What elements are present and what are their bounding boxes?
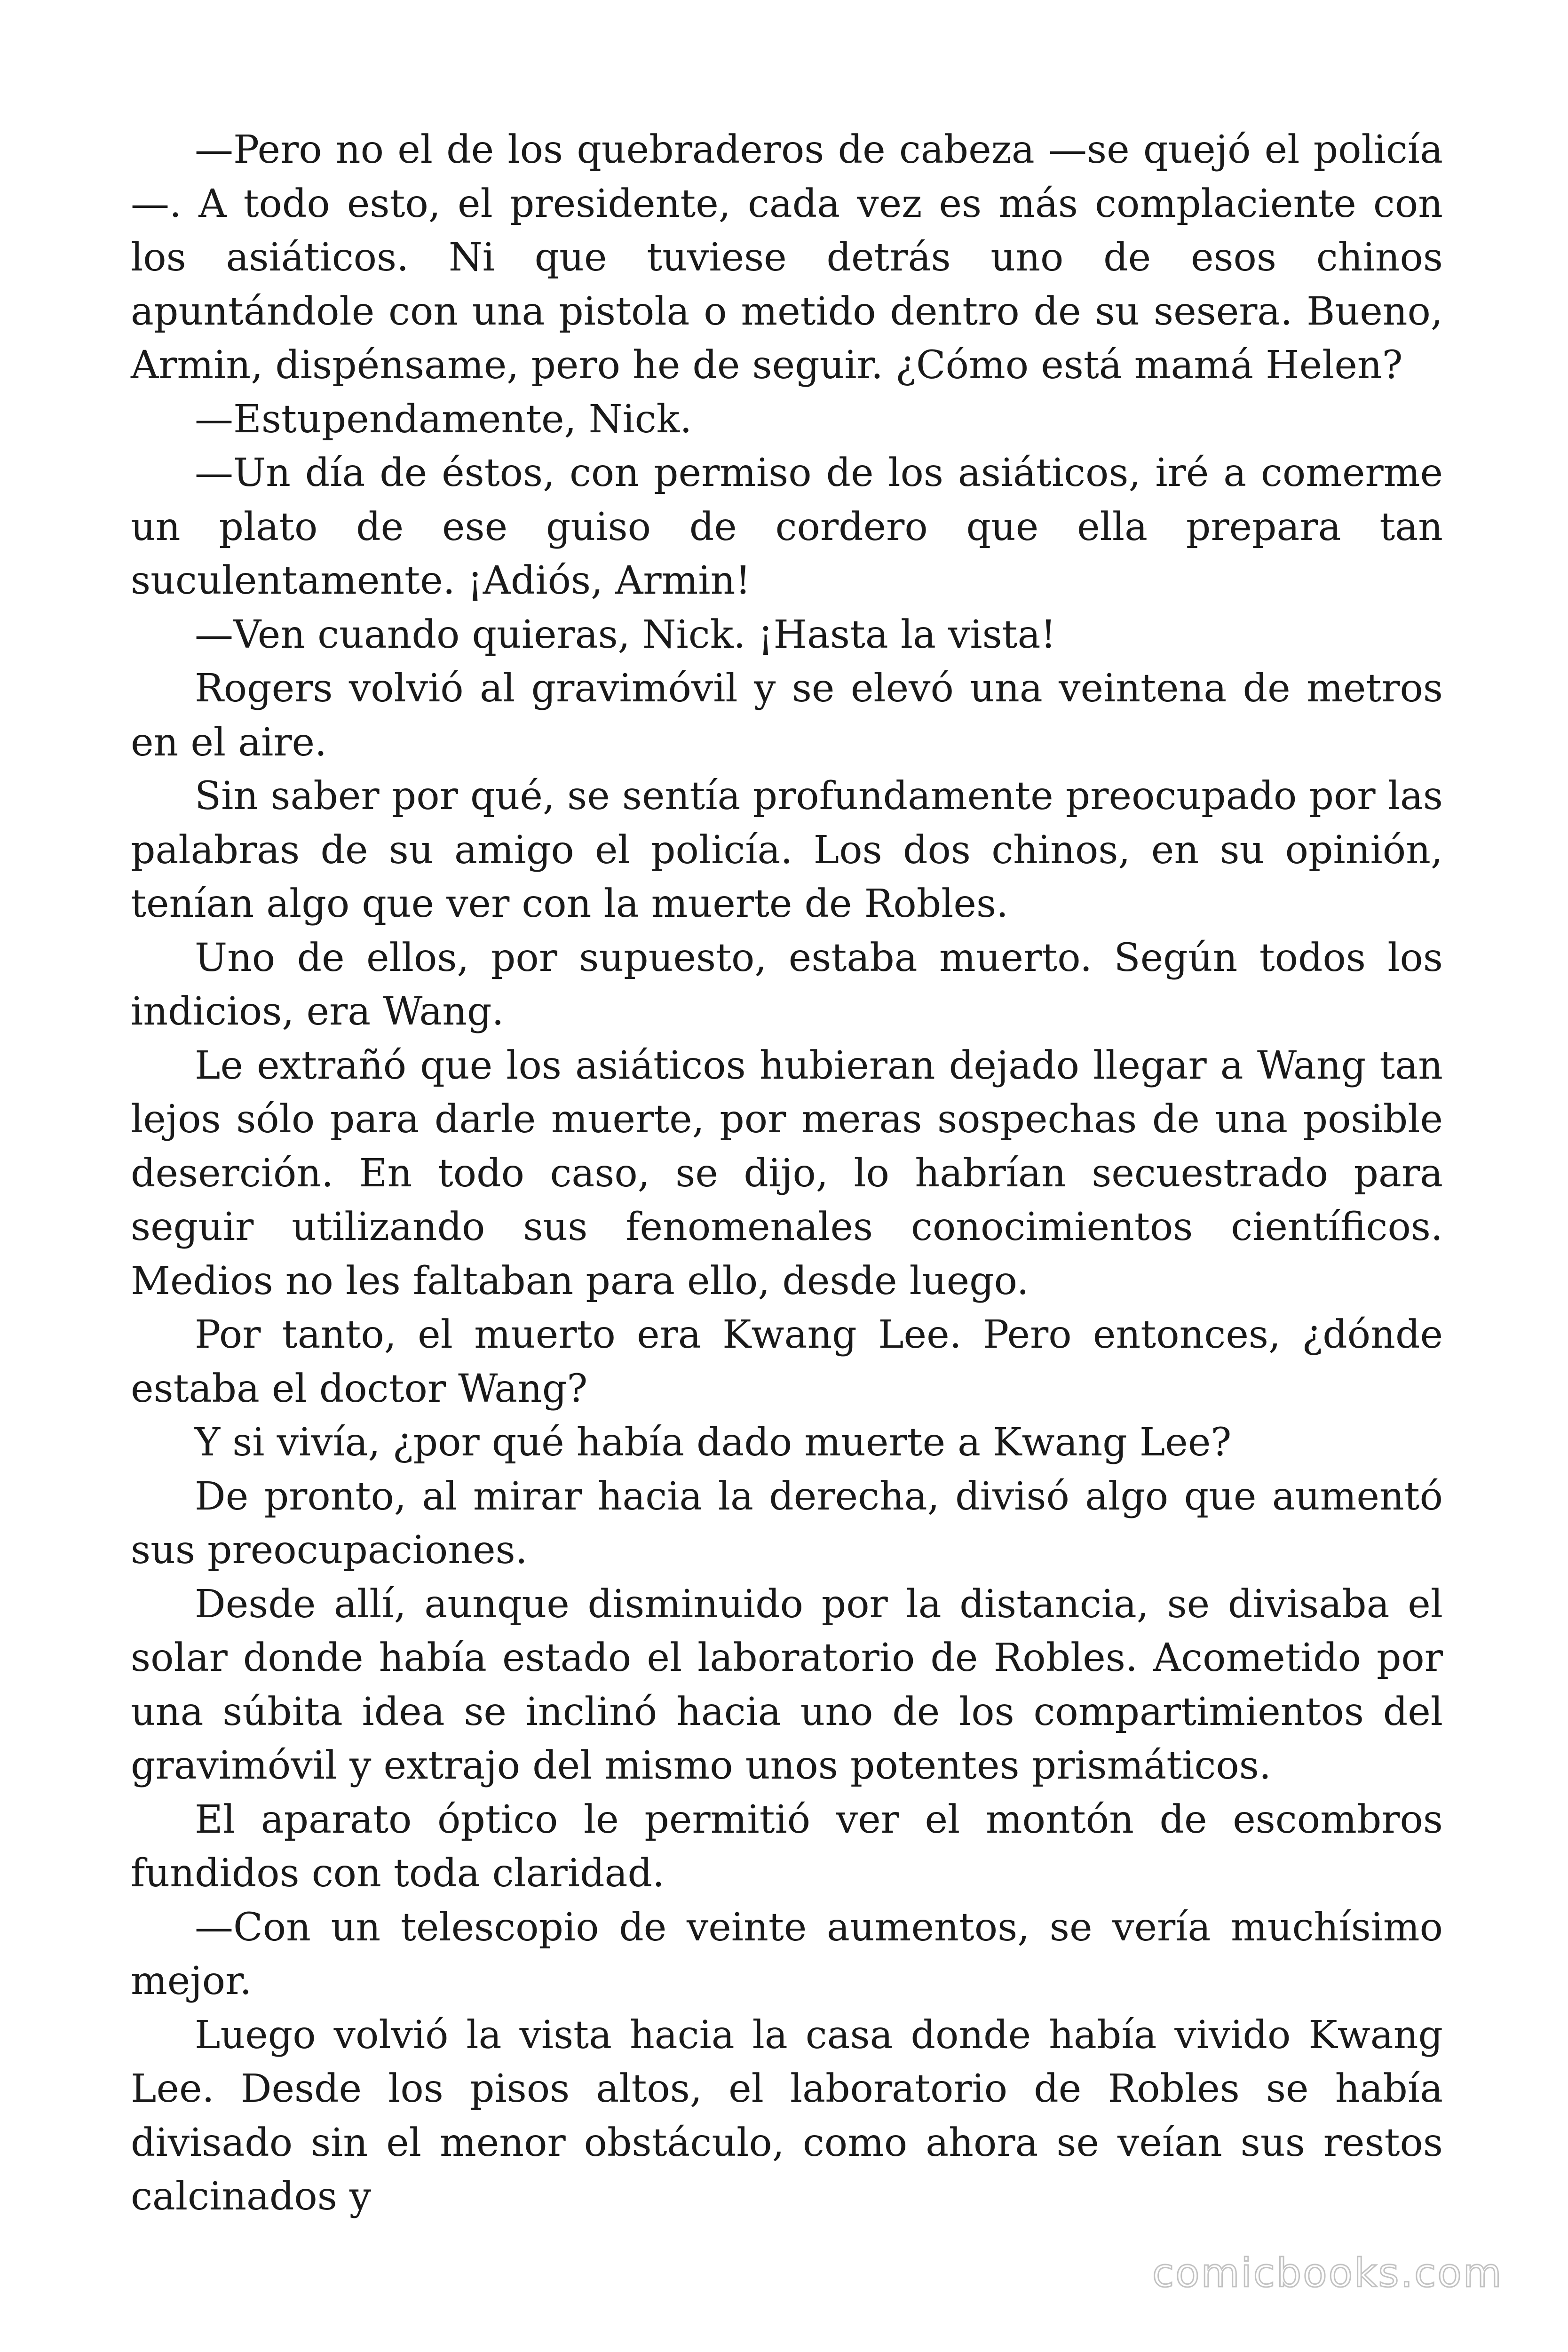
paragraph: Sin saber por qué, se sentía profundamente preocupado por las palabras de su amigo el policía. Los dos chinos, en su opinión, tenían algo que ver con la muerte de Robles. [131, 774, 1443, 926]
body-text [131, 123, 1443, 2224]
paragraph: —Ven cuando quieras, Nick. ¡Hasta la vista! [195, 612, 1056, 657]
paragraph: Desde allí, aunque disminuido por la distancia, se divisaba el solar donde había estado el laboratorio de Robles. Acometido por una súbita idea se inclinó hacia uno de los compartimientos del gravimóvil y extrajo del mismo unos potentes prismáticos. [131, 1581, 1443, 1788]
paragraph: —Pero no el de los quebraderos de cabeza —se quejó el policía —. A todo esto, el presidente, cada vez es más complaciente con los asiáticos. Ni que tuviese detrás uno de esos chinos apuntándole con una pistola o metido dentro de su sesera. Bueno, Armin, dispénsame, pero he de seguir. ¿Cómo está mamá Helen? [131, 127, 1443, 388]
paragraph: El aparato óptico le permitió ver el montón de escombros fundidos con toda claridad. [131, 1797, 1443, 1896]
paragraph: Luego volvió la vista hacia la casa donde había vivido Kwang Lee. Desde los pisos altos, el laboratorio de Robles se había divisado sin el menor obstáculo, como ahora se veían sus restos calcinados y [131, 2012, 1443, 2219]
paragraph: Uno de ellos, por supuesto, estaba muerto. Según todos los indicios, era Wang. [131, 935, 1443, 1034]
paragraph: Le extrañó que los asiáticos hubieran dejado llegar a Wang tan lejos sólo para darle muerte, por meras sospechas de una posible deserción. En todo caso, se dijo, lo habrían secuestrado para seguir utilizando sus fenomenales conocimientos científicos. Medios no les faltaban para ello, desde luego. [131, 1043, 1443, 1303]
paragraph: —Estupendamente, Nick. [195, 397, 692, 442]
paragraph: Por tanto, el muerto era Kwang Lee. Pero entonces, ¿dónde estaba el doctor Wang? [131, 1312, 1443, 1411]
watermark-logo: comicbooks.com [1152, 2250, 1503, 2296]
paragraph: —Un día de éstos, con permiso de los asiáticos, iré a comerme un plato de ese guiso de cordero que ella prepara tan suculentamente. ¡Adiós, Armin! [131, 451, 1443, 603]
paragraph: De pronto, al mirar hacia la derecha, divisó algo que aumentó sus preocupaciones. [131, 1474, 1443, 1573]
paragraph: —Con un telescopio de veinte aumentos, se vería muchísimo mejor. [131, 1905, 1443, 2003]
paragraph: Y si vivía, ¿por qué había dado muerte a Kwang Lee? [195, 1420, 1232, 1465]
paragraph: Rogers volvió al gravimóvil y se elevó una veintena de metros en el aire. [131, 666, 1443, 765]
